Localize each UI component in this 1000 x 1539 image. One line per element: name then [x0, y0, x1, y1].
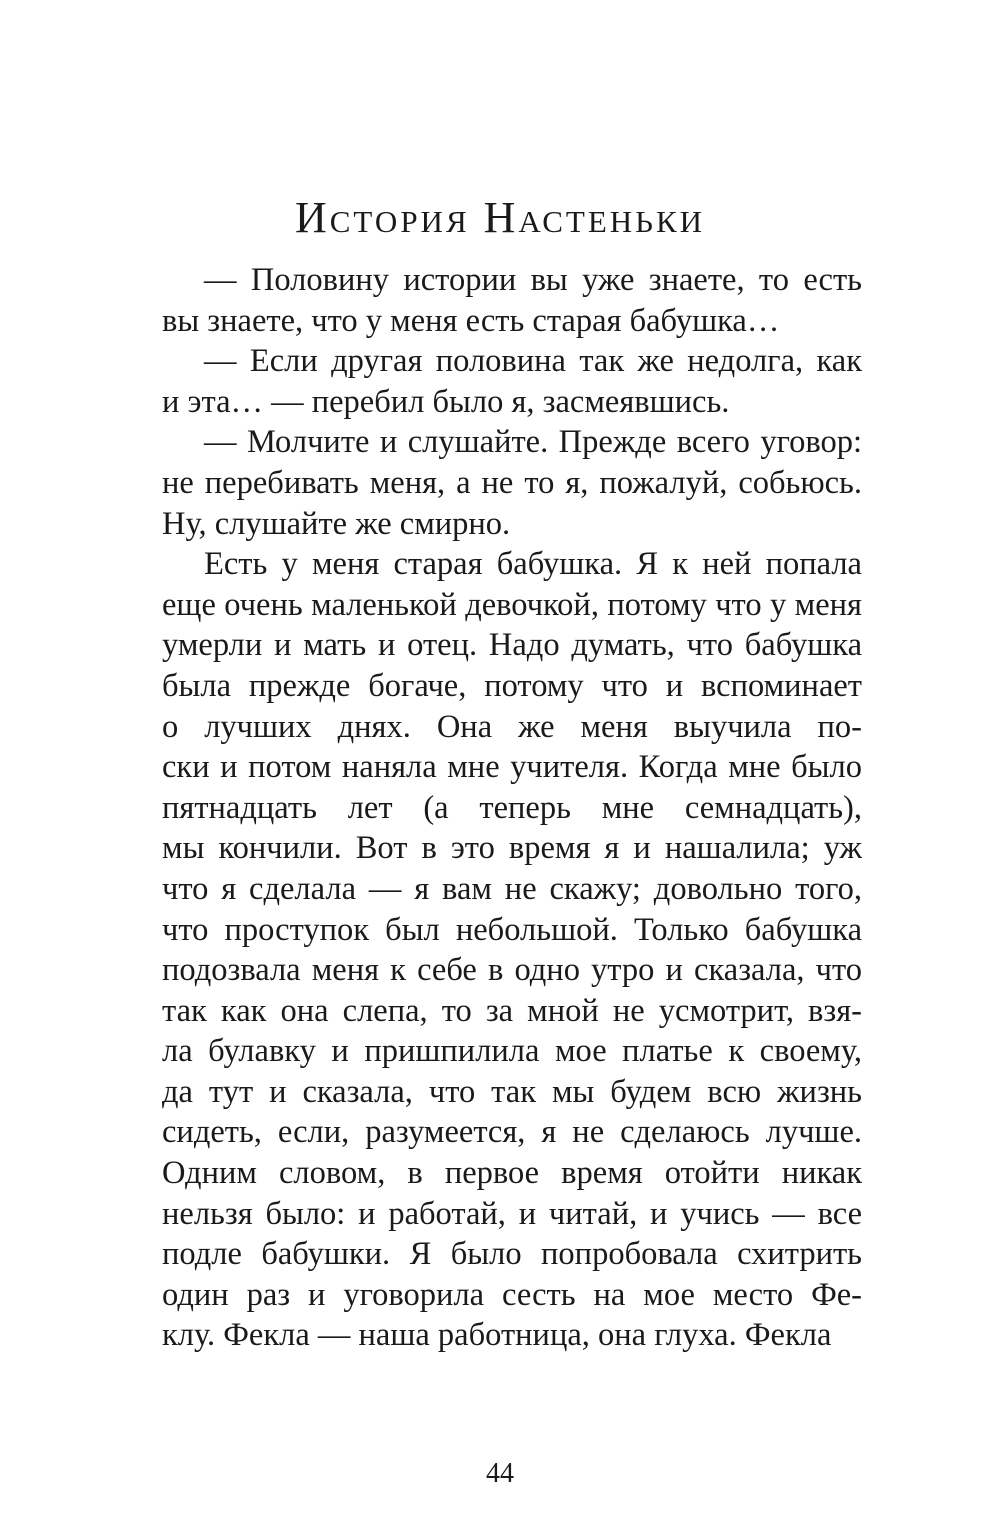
paragraph	[162, 341, 862, 422]
text-line: нельзя было: и работай, и читай, и учись — все	[162, 1195, 862, 1232]
text-line: Ну, слушайте же смирно.	[162, 505, 511, 542]
text-line: клу. Фекла — наша работница, она глуха. Фекла	[162, 1317, 832, 1354]
text-line: подле бабушки. Я было попробовала схитрить	[162, 1236, 862, 1273]
text-line: еще очень маленькой девочкой, потому что у меня	[162, 586, 862, 623]
text-line: не перебивать меня, а не то я, пожалуй, собьюсь.	[162, 464, 862, 501]
text-line: и эта… — перебил было я, засмеявшись.	[162, 383, 730, 420]
text-line: умерли и мать и отец. Надо думать, что бабушка	[162, 627, 862, 664]
chapter-title: История Настеньки	[294, 193, 706, 242]
text-line: — Половину истории вы уже знаете, то есть	[204, 262, 862, 298]
text-line: мы кончили. Вот в это время я и нашалила; уж	[162, 830, 862, 867]
text-line: что проступок был небольшой. Только бабушка	[162, 911, 862, 948]
page-number: 44	[486, 1458, 514, 1489]
text-line: Одним словом, в первое время отойти никак	[162, 1155, 862, 1192]
text-line: ски и потом наняла мне учителя. Когда мне было	[162, 749, 862, 786]
body-text	[162, 260, 862, 1356]
text-line: ла булавку и пришпилила мое платье к своему,	[162, 1033, 862, 1070]
text-line: Есть у меня старая бабушка. Я к ней попала	[204, 546, 862, 583]
text-line: — Молчите и слушайте. Прежде всего уговор:	[204, 424, 862, 461]
text-line: что я сделала — я вам не скажу; довольно того,	[162, 870, 862, 907]
paragraph	[162, 422, 862, 544]
text-line: подозвала меня к себе в одно утро и сказала, что	[162, 952, 862, 989]
text-line: так как она слепа, то за мной не усмотрит, взя-	[162, 992, 862, 1029]
text-line: — Если другая половина так же недолга, как	[204, 343, 862, 380]
paragraph	[162, 260, 862, 341]
text-line: была прежде богаче, потому что и вспоминает	[162, 667, 862, 704]
text-line: вы знаете, что у меня есть старая бабушка…	[162, 302, 780, 339]
text-line: пятнадцать лет (а теперь мне семнадцать),	[162, 789, 862, 826]
text-line: да тут и сказала, что так мы будем всю жизнь	[162, 1073, 862, 1110]
text-line: сидеть, если, разумеется, я не сделаюсь лучше.	[162, 1114, 862, 1151]
paragraph	[162, 544, 862, 1356]
text-line: один раз и уговорила сесть на мое место Фе-	[162, 1276, 862, 1313]
text-line: о лучших днях. Она же меня выучила по-	[162, 708, 862, 745]
